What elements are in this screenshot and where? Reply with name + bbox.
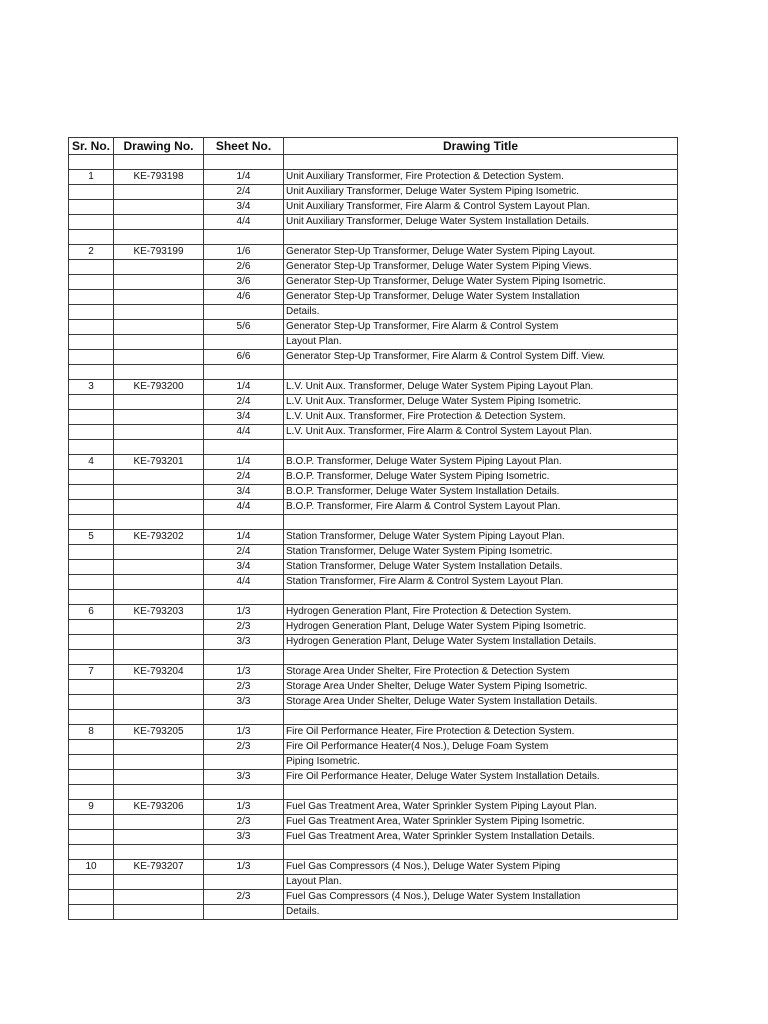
sr-no-cell bbox=[69, 635, 114, 650]
sr-no-cell bbox=[69, 260, 114, 275]
drawing-no-cell: KE-793204 bbox=[114, 665, 204, 680]
drawing-no-cell bbox=[114, 635, 204, 650]
sr-no-cell: 1 bbox=[69, 170, 114, 185]
sr-no-cell bbox=[69, 215, 114, 230]
drawing-no-cell bbox=[114, 515, 204, 530]
drawing-title-cell: L.V. Unit Aux. Transformer, Deluge Water System Piping Isometric. bbox=[284, 395, 678, 410]
sr-no-cell bbox=[69, 770, 114, 785]
sheet-no-cell: 3/4 bbox=[204, 410, 284, 425]
sheet-no-cell bbox=[204, 905, 284, 920]
drawing-title-cell: Fuel Gas Treatment Area, Water Sprinkler System Piping Isometric. bbox=[284, 815, 678, 830]
sr-no-cell bbox=[69, 695, 114, 710]
drawing-title-cell: B.O.P. Transformer, Deluge Water System Installation Details. bbox=[284, 485, 678, 500]
drawing-title-cell: Hydrogen Generation Plant, Deluge Water System Piping Isometric. bbox=[284, 620, 678, 635]
sheet-no-cell: 1/4 bbox=[204, 170, 284, 185]
sr-no-cell bbox=[69, 785, 114, 800]
drawing-title-cell: Generator Step-Up Transformer, Deluge Water System Piping Isometric. bbox=[284, 275, 678, 290]
drawing-no-cell bbox=[114, 305, 204, 320]
sheet-no-cell: 3/6 bbox=[204, 275, 284, 290]
drawing-no-cell bbox=[114, 395, 204, 410]
drawing-title-cell: Generator Step-Up Transformer, Deluge Water System Piping Layout. bbox=[284, 245, 678, 260]
sr-no-cell bbox=[69, 755, 114, 770]
sr-no-cell bbox=[69, 545, 114, 560]
drawing-title-cell: Fuel Gas Treatment Area, Water Sprinkler System Piping Layout Plan. bbox=[284, 800, 678, 815]
table-row bbox=[69, 830, 678, 845]
sheet-no-cell bbox=[204, 365, 284, 380]
sheet-no-cell: 2/3 bbox=[204, 620, 284, 635]
sr-no-cell bbox=[69, 485, 114, 500]
drawing-no-cell bbox=[114, 815, 204, 830]
table-row bbox=[69, 305, 678, 320]
table-row bbox=[69, 740, 678, 755]
sr-no-cell bbox=[69, 365, 114, 380]
drawing-no-cell: KE-793205 bbox=[114, 725, 204, 740]
sr-no-cell bbox=[69, 875, 114, 890]
sheet-no-cell bbox=[204, 590, 284, 605]
drawing-no-cell bbox=[114, 875, 204, 890]
sr-no-cell bbox=[69, 290, 114, 305]
table-row bbox=[69, 770, 678, 785]
sr-no-cell bbox=[69, 560, 114, 575]
drawing-title-cell bbox=[284, 230, 678, 245]
table-row bbox=[69, 875, 678, 890]
drawing-no-cell: KE-793200 bbox=[114, 380, 204, 395]
drawing-title-cell: Layout Plan. bbox=[284, 335, 678, 350]
drawing-title-cell: Storage Area Under Shelter, Deluge Water System Piping Isometric. bbox=[284, 680, 678, 695]
sr-no-cell bbox=[69, 425, 114, 440]
drawing-no-cell bbox=[114, 830, 204, 845]
table-row bbox=[69, 845, 678, 860]
drawing-no-cell bbox=[114, 350, 204, 365]
drawing-no-cell bbox=[114, 695, 204, 710]
drawing-no-cell bbox=[114, 440, 204, 455]
table-row bbox=[69, 650, 678, 665]
sr-no-cell bbox=[69, 830, 114, 845]
drawing-title-cell bbox=[284, 710, 678, 725]
drawing-title-cell: Generator Step-Up Transformer, Deluge Water System Installation bbox=[284, 290, 678, 305]
sheet-no-cell: 4/6 bbox=[204, 290, 284, 305]
sheet-no-cell: 1/3 bbox=[204, 860, 284, 875]
drawing-title-cell: L.V. Unit Aux. Transformer, Deluge Water System Piping Layout Plan. bbox=[284, 380, 678, 395]
table-row bbox=[69, 710, 678, 725]
drawing-title-cell: B.O.P. Transformer, Deluge Water System Piping Isometric. bbox=[284, 470, 678, 485]
sr-no-cell bbox=[69, 200, 114, 215]
drawing-no-cell bbox=[114, 485, 204, 500]
sheet-no-cell: 3/4 bbox=[204, 560, 284, 575]
sr-no-cell: 8 bbox=[69, 725, 114, 740]
table-row bbox=[69, 800, 678, 815]
table-row bbox=[69, 605, 678, 620]
table-row bbox=[69, 260, 678, 275]
drawing-no-cell bbox=[114, 710, 204, 725]
drawing-no-cell bbox=[114, 770, 204, 785]
table-row bbox=[69, 245, 678, 260]
header-drawing-title: Drawing Title bbox=[284, 138, 678, 155]
table-row bbox=[69, 275, 678, 290]
table-row bbox=[69, 185, 678, 200]
sheet-no-cell: 3/3 bbox=[204, 635, 284, 650]
drawing-no-cell bbox=[114, 845, 204, 860]
sheet-no-cell: 3/3 bbox=[204, 695, 284, 710]
drawing-title-cell: Details. bbox=[284, 905, 678, 920]
sheet-no-cell bbox=[204, 755, 284, 770]
sheet-no-cell: 4/4 bbox=[204, 215, 284, 230]
drawing-title-cell: Hydrogen Generation Plant, Fire Protection & Detection System. bbox=[284, 605, 678, 620]
header-drawing-no: Drawing No. bbox=[114, 138, 204, 155]
drawing-no-cell: KE-793206 bbox=[114, 800, 204, 815]
table-row bbox=[69, 560, 678, 575]
sr-no-cell bbox=[69, 710, 114, 725]
drawing-no-cell: KE-793199 bbox=[114, 245, 204, 260]
sr-no-cell: 10 bbox=[69, 860, 114, 875]
sheet-no-cell: 2/6 bbox=[204, 260, 284, 275]
sheet-no-cell: 2/4 bbox=[204, 185, 284, 200]
drawing-title-cell: Fuel Gas Compressors (4 Nos.), Deluge Water System Piping bbox=[284, 860, 678, 875]
sr-no-cell bbox=[69, 155, 114, 170]
drawing-no-cell bbox=[114, 425, 204, 440]
sheet-no-cell bbox=[204, 515, 284, 530]
sr-no-cell bbox=[69, 320, 114, 335]
sr-no-cell bbox=[69, 740, 114, 755]
drawing-title-cell: Fire Oil Performance Heater, Fire Protection & Detection System. bbox=[284, 725, 678, 740]
table-row bbox=[69, 575, 678, 590]
drawing-title-cell bbox=[284, 155, 678, 170]
sheet-no-cell: 1/4 bbox=[204, 455, 284, 470]
drawing-no-cell: KE-793198 bbox=[114, 170, 204, 185]
drawing-list-sheet bbox=[68, 137, 677, 920]
drawing-no-cell bbox=[114, 500, 204, 515]
table-row bbox=[69, 860, 678, 875]
sr-no-cell: 3 bbox=[69, 380, 114, 395]
table-row bbox=[69, 695, 678, 710]
sheet-no-cell: 1/3 bbox=[204, 665, 284, 680]
table-row bbox=[69, 155, 678, 170]
table-row bbox=[69, 785, 678, 800]
drawing-title-cell: B.O.P. Transformer, Fire Alarm & Control System Layout Plan. bbox=[284, 500, 678, 515]
table-row bbox=[69, 380, 678, 395]
sr-no-cell bbox=[69, 890, 114, 905]
drawing-no-cell bbox=[114, 755, 204, 770]
drawing-title-cell: Station Transformer, Fire Alarm & Control System Layout Plan. bbox=[284, 575, 678, 590]
table-row bbox=[69, 890, 678, 905]
drawing-title-cell: Storage Area Under Shelter, Deluge Water System Installation Details. bbox=[284, 695, 678, 710]
drawing-no-cell: KE-793201 bbox=[114, 455, 204, 470]
sheet-no-cell bbox=[204, 710, 284, 725]
sheet-no-cell: 5/6 bbox=[204, 320, 284, 335]
table-row bbox=[69, 350, 678, 365]
drawing-no-cell bbox=[114, 905, 204, 920]
sheet-no-cell: 2/4 bbox=[204, 545, 284, 560]
drawing-no-cell bbox=[114, 275, 204, 290]
sheet-no-cell: 2/3 bbox=[204, 815, 284, 830]
sheet-no-cell bbox=[204, 230, 284, 245]
table-row bbox=[69, 200, 678, 215]
drawing-no-cell bbox=[114, 560, 204, 575]
drawing-title-cell bbox=[284, 650, 678, 665]
drawing-no-cell bbox=[114, 365, 204, 380]
drawing-title-cell: Station Transformer, Deluge Water System Piping Layout Plan. bbox=[284, 530, 678, 545]
drawing-title-cell: Storage Area Under Shelter, Fire Protection & Detection System bbox=[284, 665, 678, 680]
sr-no-cell bbox=[69, 395, 114, 410]
table-row bbox=[69, 755, 678, 770]
sheet-no-cell: 3/4 bbox=[204, 485, 284, 500]
header-sheet-no: Sheet No. bbox=[204, 138, 284, 155]
sheet-no-cell: 4/4 bbox=[204, 425, 284, 440]
drawing-title-cell: Station Transformer, Deluge Water System Piping Isometric. bbox=[284, 545, 678, 560]
table-row bbox=[69, 365, 678, 380]
header-sr-no: Sr. No. bbox=[69, 138, 114, 155]
drawing-title-cell: Fire Oil Performance Heater(4 Nos.), Deluge Foam System bbox=[284, 740, 678, 755]
drawing-title-cell bbox=[284, 785, 678, 800]
drawing-title-cell: Details. bbox=[284, 305, 678, 320]
sheet-no-cell bbox=[204, 785, 284, 800]
table-row bbox=[69, 635, 678, 650]
sheet-no-cell: 1/3 bbox=[204, 800, 284, 815]
table-row bbox=[69, 905, 678, 920]
table-row bbox=[69, 440, 678, 455]
table-row bbox=[69, 725, 678, 740]
drawing-no-cell bbox=[114, 320, 204, 335]
sheet-no-cell bbox=[204, 155, 284, 170]
drawing-title-cell: Fire Oil Performance Heater, Deluge Water System Installation Details. bbox=[284, 770, 678, 785]
sr-no-cell bbox=[69, 845, 114, 860]
sheet-no-cell: 2/3 bbox=[204, 680, 284, 695]
drawing-title-cell: Station Transformer, Deluge Water System Installation Details. bbox=[284, 560, 678, 575]
table-row bbox=[69, 215, 678, 230]
drawing-no-cell bbox=[114, 230, 204, 245]
sr-no-cell bbox=[69, 185, 114, 200]
drawing-no-cell bbox=[114, 785, 204, 800]
table-row bbox=[69, 230, 678, 245]
sr-no-cell: 6 bbox=[69, 605, 114, 620]
drawing-title-cell: Hydrogen Generation Plant, Deluge Water System Installation Details. bbox=[284, 635, 678, 650]
drawing-no-cell bbox=[114, 740, 204, 755]
sr-no-cell bbox=[69, 305, 114, 320]
sr-no-cell bbox=[69, 350, 114, 365]
table-row bbox=[69, 815, 678, 830]
drawing-title-cell: Unit Auxiliary Transformer, Deluge Water System Installation Details. bbox=[284, 215, 678, 230]
table-row bbox=[69, 290, 678, 305]
drawing-no-cell bbox=[114, 185, 204, 200]
drawing-title-cell: Fuel Gas Treatment Area, Water Sprinkler System Installation Details. bbox=[284, 830, 678, 845]
table-row bbox=[69, 410, 678, 425]
drawing-no-cell bbox=[114, 290, 204, 305]
drawing-no-cell bbox=[114, 200, 204, 215]
table-row bbox=[69, 530, 678, 545]
drawing-title-cell bbox=[284, 590, 678, 605]
drawing-title-cell: Unit Auxiliary Transformer, Fire Protection & Detection System. bbox=[284, 170, 678, 185]
sr-no-cell bbox=[69, 335, 114, 350]
sr-no-cell bbox=[69, 905, 114, 920]
table-row bbox=[69, 620, 678, 635]
table-row bbox=[69, 395, 678, 410]
sr-no-cell bbox=[69, 650, 114, 665]
drawing-title-cell: Generator Step-Up Transformer, Fire Alarm & Control System bbox=[284, 320, 678, 335]
table-row bbox=[69, 545, 678, 560]
drawing-no-cell bbox=[114, 215, 204, 230]
sheet-no-cell: 1/6 bbox=[204, 245, 284, 260]
sr-no-cell bbox=[69, 515, 114, 530]
table-row bbox=[69, 590, 678, 605]
sheet-no-cell bbox=[204, 335, 284, 350]
drawing-no-cell bbox=[114, 680, 204, 695]
drawing-title-cell: Unit Auxiliary Transformer, Deluge Water System Piping Isometric. bbox=[284, 185, 678, 200]
table-row bbox=[69, 320, 678, 335]
table-row bbox=[69, 665, 678, 680]
table-row bbox=[69, 680, 678, 695]
sr-no-cell bbox=[69, 500, 114, 515]
sheet-no-cell: 1/3 bbox=[204, 725, 284, 740]
sr-no-cell: 9 bbox=[69, 800, 114, 815]
drawing-title-cell: L.V. Unit Aux. Transformer, Fire Protection & Detection System. bbox=[284, 410, 678, 425]
drawing-no-cell bbox=[114, 335, 204, 350]
sheet-no-cell: 4/4 bbox=[204, 500, 284, 515]
sr-no-cell: 4 bbox=[69, 455, 114, 470]
drawing-no-cell: KE-793202 bbox=[114, 530, 204, 545]
drawing-no-cell bbox=[114, 650, 204, 665]
sheet-no-cell: 6/6 bbox=[204, 350, 284, 365]
sheet-no-cell: 3/4 bbox=[204, 200, 284, 215]
sr-no-cell bbox=[69, 275, 114, 290]
sheet-no-cell: 2/3 bbox=[204, 740, 284, 755]
sr-no-cell bbox=[69, 470, 114, 485]
sr-no-cell bbox=[69, 620, 114, 635]
drawing-no-cell bbox=[114, 590, 204, 605]
drawing-title-cell: L.V. Unit Aux. Transformer, Fire Alarm & Control System Layout Plan. bbox=[284, 425, 678, 440]
drawing-title-cell: Generator Step-Up Transformer, Deluge Water System Piping Views. bbox=[284, 260, 678, 275]
drawing-no-cell bbox=[114, 620, 204, 635]
table-row bbox=[69, 470, 678, 485]
sheet-no-cell bbox=[204, 875, 284, 890]
sheet-no-cell bbox=[204, 845, 284, 860]
table-row bbox=[69, 500, 678, 515]
sheet-no-cell: 3/3 bbox=[204, 830, 284, 845]
drawing-no-cell bbox=[114, 155, 204, 170]
drawing-no-cell bbox=[114, 470, 204, 485]
drawing-title-cell: B.O.P. Transformer, Deluge Water System Piping Layout Plan. bbox=[284, 455, 678, 470]
drawing-no-cell bbox=[114, 545, 204, 560]
table-row bbox=[69, 515, 678, 530]
sheet-no-cell: 2/4 bbox=[204, 470, 284, 485]
sheet-no-cell: 1/4 bbox=[204, 380, 284, 395]
drawing-title-cell bbox=[284, 365, 678, 380]
drawing-title-cell bbox=[284, 440, 678, 455]
drawing-title-cell: Unit Auxiliary Transformer, Fire Alarm & Control System Layout Plan. bbox=[284, 200, 678, 215]
sheet-no-cell: 1/3 bbox=[204, 605, 284, 620]
drawing-title-cell: Generator Step-Up Transformer, Fire Alarm & Control System Diff. View. bbox=[284, 350, 678, 365]
table-row bbox=[69, 425, 678, 440]
sheet-no-cell bbox=[204, 440, 284, 455]
sr-no-cell bbox=[69, 575, 114, 590]
drawing-title-cell: Fuel Gas Compressors (4 Nos.), Deluge Water System Installation bbox=[284, 890, 678, 905]
table-row bbox=[69, 485, 678, 500]
table-row bbox=[69, 335, 678, 350]
sr-no-cell bbox=[69, 815, 114, 830]
sheet-no-cell: 3/3 bbox=[204, 770, 284, 785]
drawing-no-cell bbox=[114, 890, 204, 905]
sr-no-cell bbox=[69, 410, 114, 425]
sr-no-cell: 7 bbox=[69, 665, 114, 680]
sheet-no-cell: 1/4 bbox=[204, 530, 284, 545]
sr-no-cell bbox=[69, 590, 114, 605]
sr-no-cell: 5 bbox=[69, 530, 114, 545]
sr-no-cell bbox=[69, 230, 114, 245]
sheet-no-cell: 4/4 bbox=[204, 575, 284, 590]
sheet-no-cell bbox=[204, 650, 284, 665]
sr-no-cell: 2 bbox=[69, 245, 114, 260]
drawing-no-cell bbox=[114, 575, 204, 590]
sheet-no-cell: 2/4 bbox=[204, 395, 284, 410]
drawing-no-cell: KE-793203 bbox=[114, 605, 204, 620]
drawing-title-cell: Layout Plan. bbox=[284, 875, 678, 890]
drawing-title-cell bbox=[284, 515, 678, 530]
sheet-no-cell: 2/3 bbox=[204, 890, 284, 905]
drawing-no-cell bbox=[114, 260, 204, 275]
drawing-no-cell bbox=[114, 410, 204, 425]
table-header-row bbox=[69, 138, 678, 155]
sr-no-cell bbox=[69, 440, 114, 455]
drawing-title-cell: Piping Isometric. bbox=[284, 755, 678, 770]
table-row bbox=[69, 170, 678, 185]
sheet-no-cell bbox=[204, 305, 284, 320]
sr-no-cell bbox=[69, 680, 114, 695]
drawing-no-cell: KE-793207 bbox=[114, 860, 204, 875]
table-body bbox=[69, 155, 678, 920]
table-row bbox=[69, 455, 678, 470]
drawing-title-cell bbox=[284, 845, 678, 860]
drawing-list-table bbox=[68, 137, 678, 920]
